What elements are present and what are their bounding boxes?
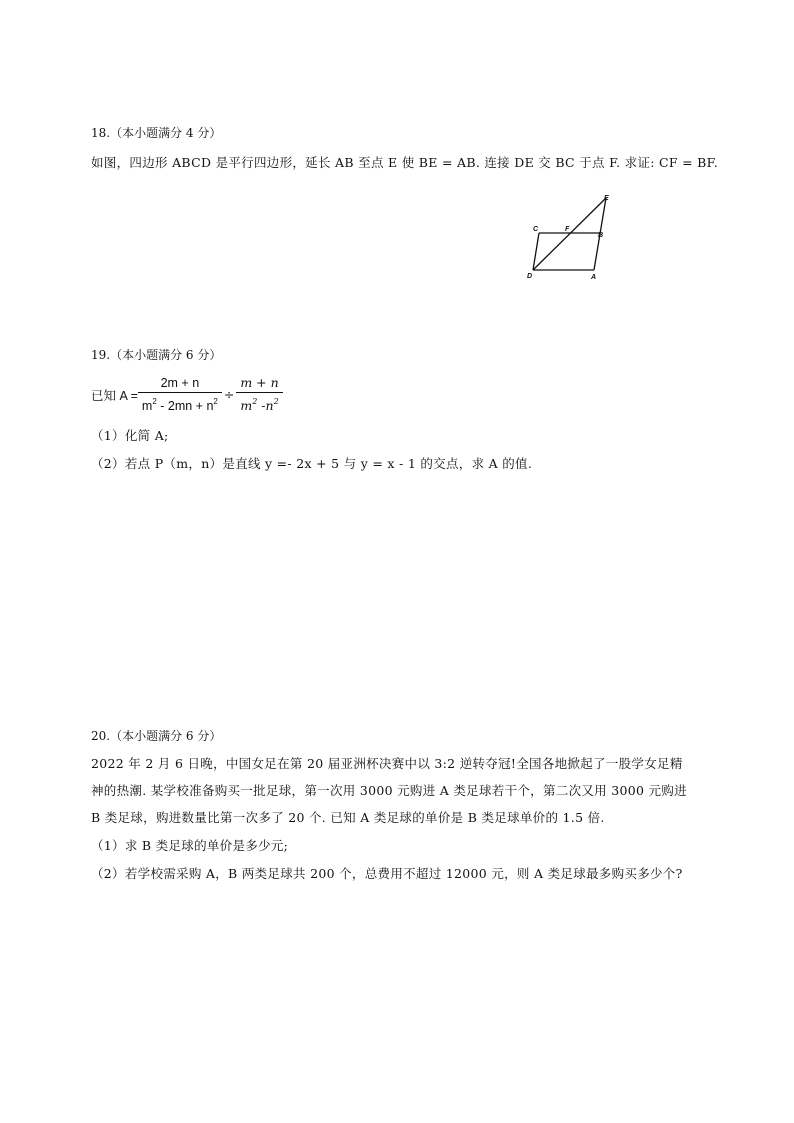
q18-title: 18.（本小题满分 4 分） [91, 126, 222, 140]
q20-line3: B 类足球，购进数量比第一次多了 20 个. 已知 A 类足球的单价是 B 类足球单价的 1.5 倍. [91, 810, 605, 825]
parallelogram-diagram [524, 192, 614, 284]
label-e: E [604, 195, 609, 202]
q20-part2: （2）若学校需采购 A，B 两类足球共 200 个，总费用不超过 12000 元，则 A 类足球最多购买多少个? [91, 866, 683, 881]
q19-frac1-denominator: $m^2 - 2mn + n^2$ [138, 392, 222, 415]
q18-text: 如图，四边形 ABCD 是平行四边形，延长 AB 至点 E 使 BE = AB. 连接 DE 交 BC 于点 F. 求证: CF = BF. [91, 155, 718, 170]
q20-title: 20.（本小题满分 6 分） [91, 729, 222, 743]
q19-divide-sign: ÷ [223, 387, 235, 402]
label-b: B [598, 232, 604, 239]
q19-expression [91, 374, 283, 415]
q20-line2: 神的热潮. 某学校准备购买一批足球，第一次用 3000 元购进 A 类足球若干个，第二次又用 3000 元购进 [91, 783, 687, 798]
q19-fraction-2 [236, 374, 282, 415]
label-f: F [565, 226, 570, 233]
q19-prefix: 已知 A = [91, 388, 138, 403]
q20-part1: （1）求 B 类足球的单价是多少元; [91, 838, 289, 853]
q19-part2: （2）若点 P（m，n）是直线 y =- 2x + 5 与 y = x - 1 的交点，求 A 的值. [91, 456, 533, 471]
label-c: C [533, 226, 539, 233]
q19-fraction-1 [138, 374, 222, 415]
label-a: A [591, 274, 597, 281]
q19-frac1-numerator: 2m + n [160, 376, 200, 390]
q19-frac2-numerator: m + n [240, 375, 279, 390]
q19-title: 19.（本小题满分 6 分） [91, 348, 222, 362]
parallelogram-figure [524, 192, 614, 284]
q20-line1: 2022 年 2 月 6 日晚，中国女足在第 20 届亚洲杯决赛中以 3:2 逆转夺冠!全国各地掀起了一股学女足精 [91, 756, 683, 771]
q19-part1: （1）化简 A; [91, 428, 169, 443]
label-d: D [527, 273, 533, 280]
segment-de [533, 198, 606, 270]
q19-frac2-denominator: $m^2$ $-n^2$ [236, 392, 282, 415]
